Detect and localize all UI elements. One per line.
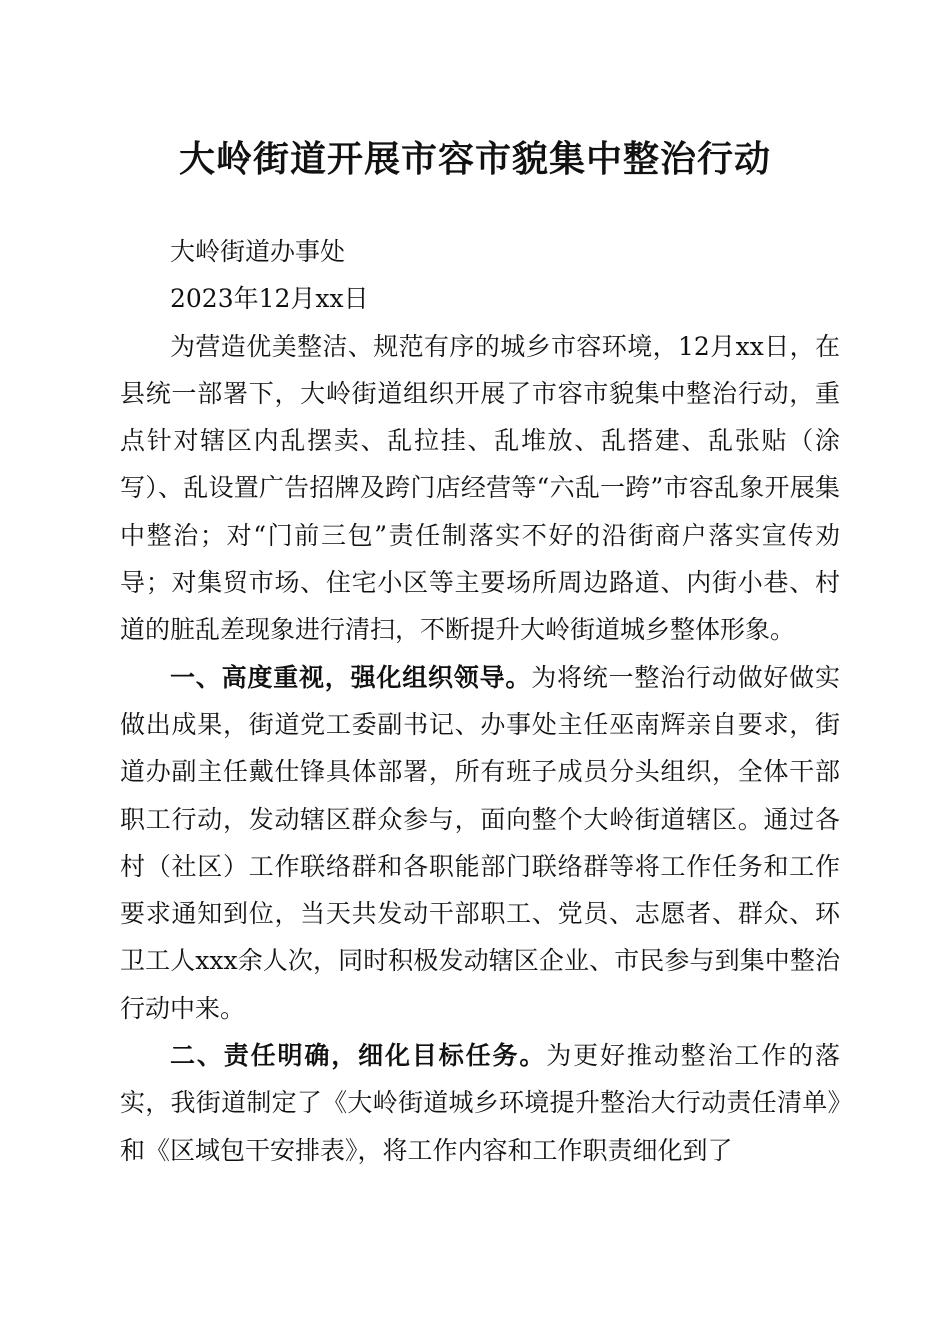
section-paragraph-2 xyxy=(120,1032,840,1174)
date-line: 2023年12月xx日 xyxy=(170,284,369,314)
section-text-1: 为将统一整治行动做好做实做出成果，街道党工委副书记、办事处主任巫南辉亲自要求，街道办副主任戴仕锋具体部署，所有班子成员分头组织，全体干部职工行动，发动辖区群众参与，面向整个大岭街道辖区。通过各村（社区）工作联络群和各职能部门联络群等将工作任务和工作要求通知到位，当天共发动干部职工、党员、志愿者、群众、环卫工人xxx余人次，同时积极发动辖区企业、市民参与到集中整治行动中来。 xyxy=(120,662,840,1023)
document-body xyxy=(120,228,840,1174)
section-text-2: 为更好推动整治工作的落实，我街道制定了《大岭街道城乡环境提升整治大行动责任清单》和《区域包干安排表》，将工作内容和工作职责细化到了 xyxy=(120,1041,840,1165)
section-heading-1: 一、高度重视，强化组织领导。 xyxy=(170,662,532,692)
author-line: 大岭街道办事处 xyxy=(170,237,346,266)
section-paragraph-1 xyxy=(120,654,840,1032)
intro-paragraph: 为营造优美整洁、规范有序的城乡市容环境，12月xx日，在县统一部署下，大岭街道组织开展了市容市貌集中整治行动，重点针对辖区内乱摆卖、乱拉挂、乱堆放、乱搭建、乱张贴（涂写）、乱设置广告招牌及跨门店经营等“六乱一跨”市容乱象开展集中整治；对“门前三包”责任制落实不好的沿街商户落实宣传劝导；对集贸市场、住宅小区等主要场所周边路道、内街小巷、村道的脏乱差现象进行清扫，不断提升大岭街道城乡整体形象。 xyxy=(120,331,840,645)
section-heading-2: 二、责任明确，细化目标任务。 xyxy=(170,1041,547,1071)
document-title: 大岭街道开展市容市貌集中整治行动 xyxy=(178,139,771,180)
